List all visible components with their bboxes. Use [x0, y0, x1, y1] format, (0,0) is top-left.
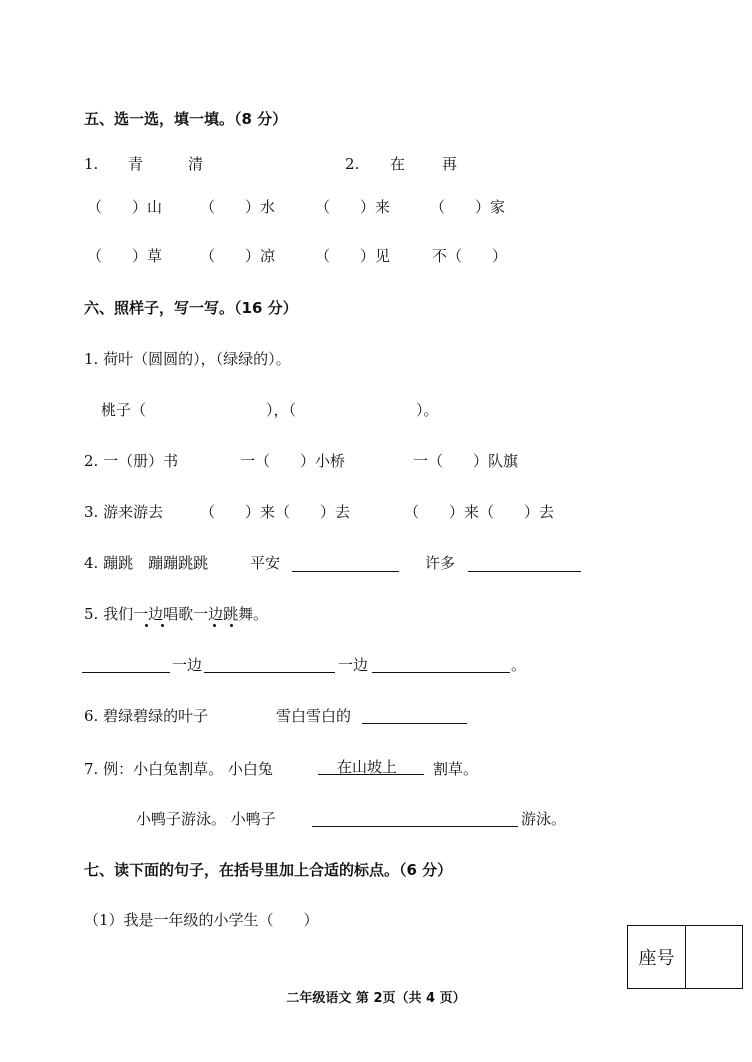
section7-title: 七、读下面的句子，在括号里加上合适的标点。（6 分） [84, 861, 453, 879]
emphasis-dot [213, 624, 216, 627]
seat-number-field[interactable] [686, 926, 742, 988]
section7-question-1: （1）我是一年级的小学生（ ） [84, 911, 319, 929]
seat-number-label: 座号 [628, 926, 686, 988]
question-1: 1. 荷叶（圆圆的），（绿绿的）。 [84, 350, 291, 368]
question-7c: 小鸭子游泳。 小鸭子 [136, 810, 276, 828]
question-5-end: 。 [511, 656, 527, 674]
question-3c: （ ）来（ ）去 [404, 503, 555, 521]
answer-line[interactable] [312, 826, 518, 827]
group1-char-a: 青 [128, 155, 144, 173]
group2-char-b: 再 [442, 155, 458, 173]
fill-item: （ ）山 [87, 198, 163, 216]
question-5-word2: 一边 [338, 656, 369, 674]
answer-line[interactable] [292, 571, 399, 572]
question-5-word1: 一边 [172, 656, 203, 674]
page-footer: 二年级语文 第 2页（共 4 页） [286, 991, 466, 1006]
question-6b: 雪白雪白的 [276, 707, 352, 725]
question-4b: 平安 [250, 554, 281, 572]
answer-line[interactable] [204, 672, 335, 673]
question-4c: 许多 [425, 554, 456, 572]
emphasis-dot [230, 624, 233, 627]
question-7b: 割草。 [433, 760, 479, 778]
fill-item: 不（ ） [432, 247, 508, 265]
fill-item: （ ）来 [315, 198, 391, 216]
fill-item: （ ）草 [87, 247, 163, 265]
question-7a: 7. 例：小白兔割草。 小白兔 [84, 760, 273, 778]
answer-line[interactable] [82, 672, 170, 673]
question-3b: （ ）来（ ）去 [200, 503, 351, 521]
question-1-fill: 桃子（ ），（ ）。 [101, 401, 439, 419]
question-6a: 6. 碧绿碧绿的叶子 [84, 707, 209, 725]
fill-item: （ ）凉 [200, 247, 276, 265]
section6-title: 六、照样子，写一写。（16 分） [84, 299, 298, 317]
fill-item: （ ）水 [200, 198, 276, 216]
question-5: 5. 我们一边唱歌一边跳舞。 [84, 605, 269, 623]
question-4a: 4. 蹦跳 蹦蹦跳跳 [84, 554, 209, 572]
answer-line[interactable] [468, 571, 581, 572]
section5-title: 五、选一选，填一填。（8 分） [84, 110, 288, 128]
fill-item: （ ）见 [315, 247, 391, 265]
question-2b: 一（ ）小桥 [240, 452, 346, 470]
group2-char-a: 在 [390, 155, 406, 173]
group1-number: 1. [84, 155, 99, 173]
question-2a: 2. 一（册）书 [84, 452, 179, 470]
question-2c: 一（ ）队旗 [413, 452, 519, 470]
group1-char-b: 清 [188, 155, 204, 173]
question-7-example: 在山坡上 [337, 758, 398, 776]
question-3a: 3. 游来游去 [84, 503, 164, 521]
answer-line[interactable] [362, 723, 467, 724]
seat-number-box [627, 925, 743, 989]
answer-line[interactable] [372, 672, 510, 673]
question-7d: 游泳。 [521, 810, 567, 828]
emphasis-dot [161, 624, 164, 627]
fill-item: （ ）家 [430, 198, 506, 216]
emphasis-dot [145, 624, 148, 627]
group2-number: 2. [345, 155, 360, 173]
